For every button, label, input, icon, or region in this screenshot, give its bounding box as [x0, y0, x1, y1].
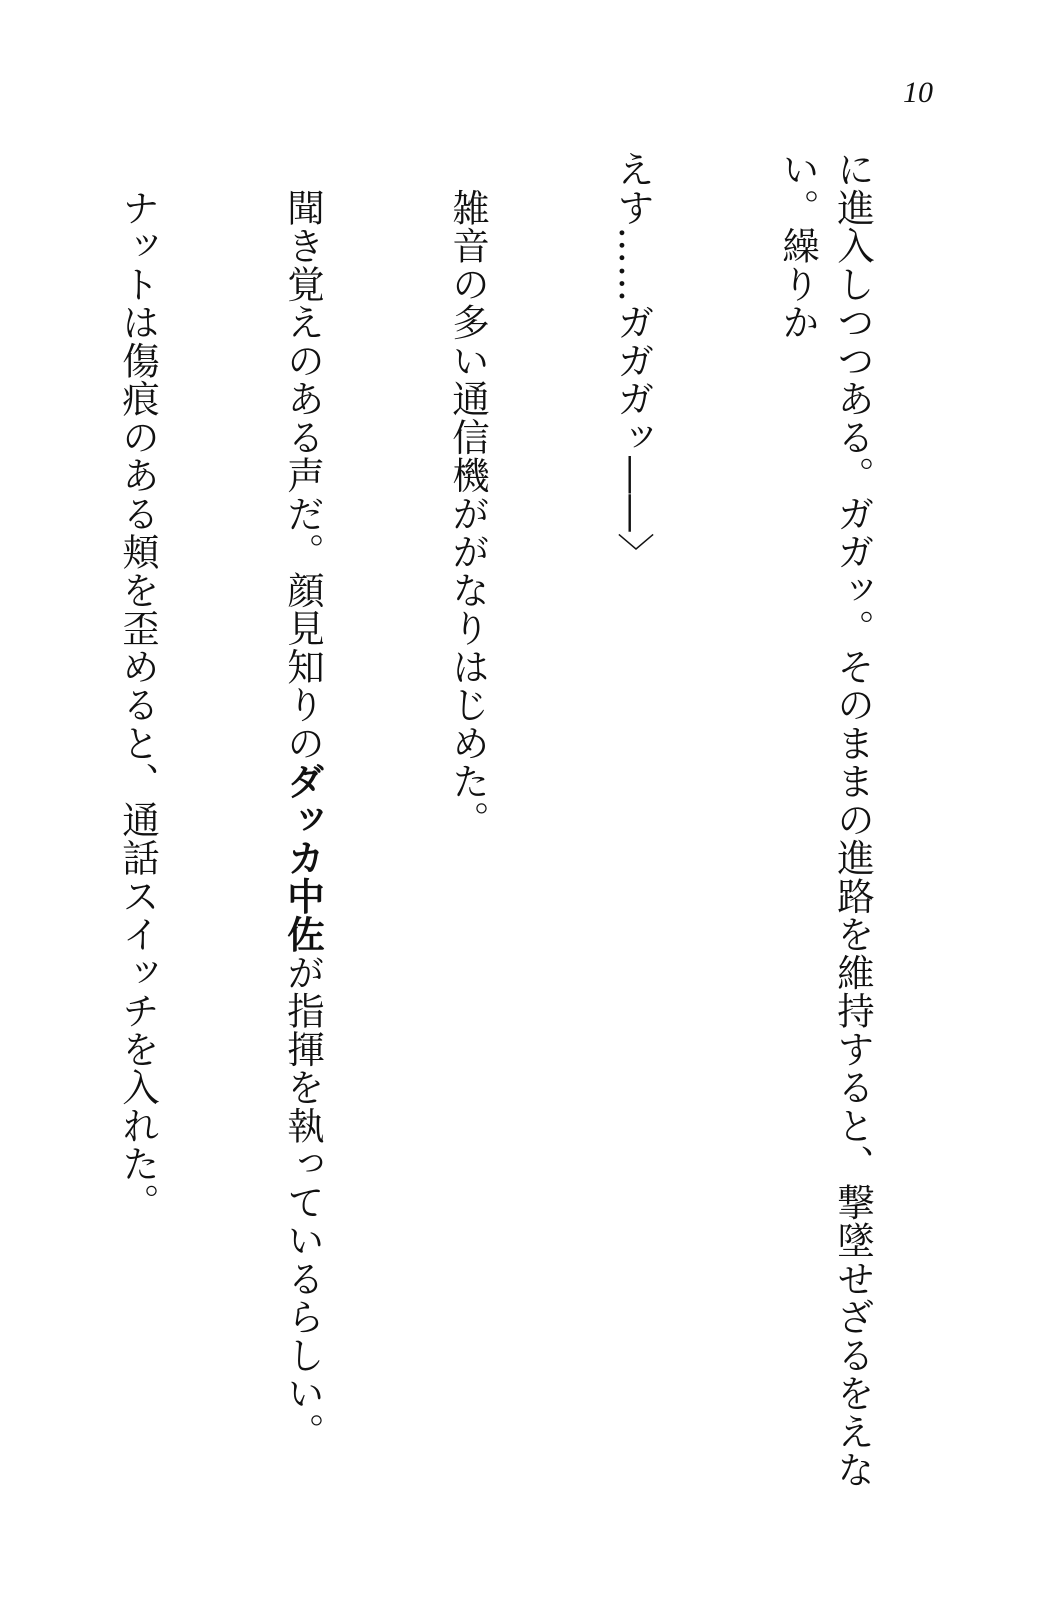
- text-fragment: 聞き覚えのある声だ。顔見知りの: [281, 150, 325, 762]
- text-line: [275, 150, 330, 1530]
- text-line: ナットは傷痕のある頬を歪めると、通話スイッチを入れた。: [116, 150, 160, 1221]
- text-line: に進入しつつある。ガガッ。そのままの進路を維持すると、撃墜せざるをえない。繰りか: [776, 150, 875, 1489]
- text-line: 雑音の多い通信機ががなりはじめた。: [446, 150, 490, 839]
- page-number: 10: [903, 76, 933, 109]
- character-name-bold: ダッカ中佐: [281, 762, 325, 954]
- text-line: えす……ガガガッ――〉: [611, 150, 655, 571]
- vertical-text-block: [50, 150, 990, 1530]
- text-fragment: が指揮を執っているらしい。: [281, 953, 325, 1451]
